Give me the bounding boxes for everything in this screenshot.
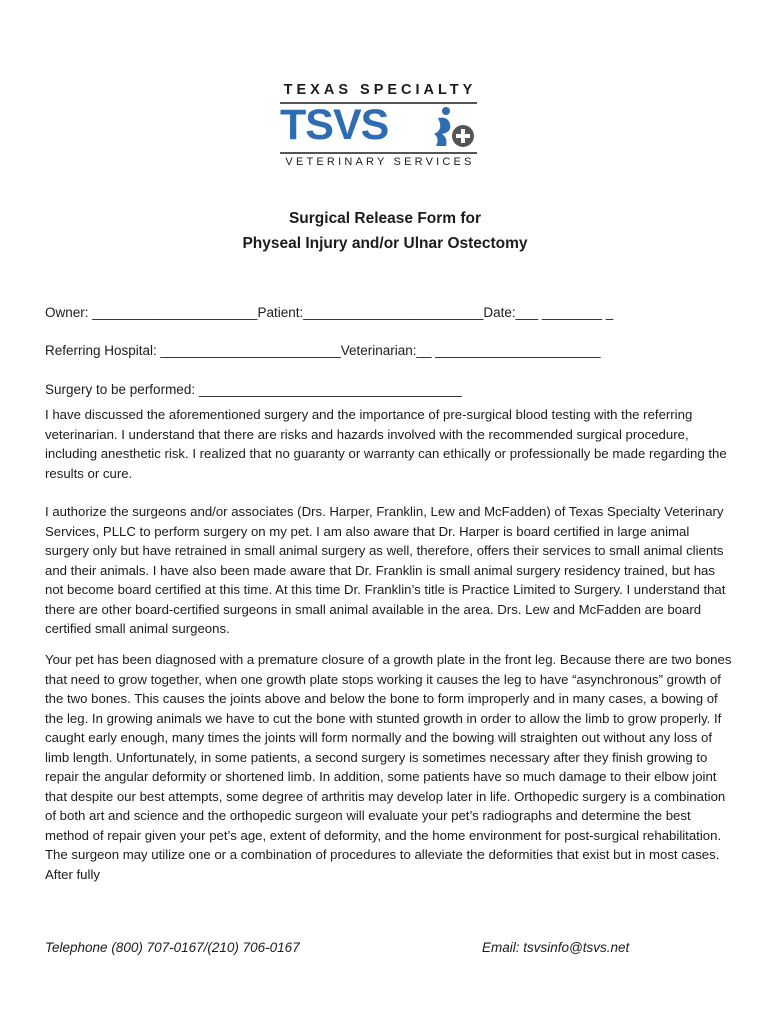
form-title-line2: Physeal Injury and/or Ulnar Ostectomy <box>242 235 528 252</box>
referring-veterinarian-row[interactable]: Referring Hospital: ________________________Veterinarian:__ ______________________ <box>45 343 601 358</box>
footer-email: Email: tsvsinfo@tsvs.net <box>482 940 630 955</box>
footer-phone: Telephone (800) 707-0167/(210) 706-0167 <box>45 940 300 955</box>
logo-bottom-text: VETERINARY SERVICES <box>285 156 475 168</box>
paragraph-diagnosis: Your pet has been diagnosed with a premature closure of a growth plate in the front leg. Because there are two bones that need to grow together, when one growth plate stops working it causes the leg to have “asynchronous” growth of the two bones. This causes the joints above and below the bone to form improperly and in many cases, a bowing of the leg. In growing animals we have to cut the bone with stunted growth in order to allow the limb to grow properly. If caught early enough, many times the joints will form normally and the bowing will straighten out without any loss of limb length. Unfortunately, in some patients, a second surgery is sometimes necessary after they finish growing to repair the angular deformity or shortened limb. In addition, some patients have so much damage to their elbow joint that despite our best attempts, some degree of arthritis may develop later in life. Orthopedic surgery is a combination of both art and science and the orthopedic surgeon will evaluate your pet’s radiographs and determine the best method of repair given your pet’s age, extent of deformity, and the home environment for post-surgical rehabilitation. The surgeon may utilize one or a combination of procedures to alleviate the deformities that exist but in most cases. After fully <box>45 652 732 882</box>
surgery-to-be-performed-row[interactable]: Surgery to be performed: ___________________________________ <box>45 382 462 397</box>
form-title-line1: Surgical Release Form for <box>288 210 482 227</box>
logo-top-text: TEXAS SPECIALTY <box>283 82 477 98</box>
paragraph-authorization: I authorize the surgeons and/or associates (Drs. Harper, Franklin, Lew and McFadden) of Texas Specialty Veterinary Services, PLLC to perform surgery on my pet. I am also aware that Dr. Harper is board certified in large animal surgery only but have retrained in small animal surgery as well, therefore, offers their services to small animal clients and their animals. I have also been made aware that Dr. Franklin is small animal surgery residency trained, but has not become board certified at this time. At this time Dr. Franklin’s title is Practice Limited to Surgery. I understand that there are other board-certified surgeons in small animal available in the area. Drs. Lew and McFadden are board certified small animal surgeons. <box>45 504 726 636</box>
paragraph-consent: I have discussed the aforementioned surgery and the importance of pre-surgical blood testing with the referring veterinarian. I understand that there are risks and hazards involved with the recommended surgical procedure, including anesthetic risk. I realized that no guaranty or warranty can ethically or professionally be made regarding the results or cure. <box>45 407 727 481</box>
logo-mark: TSVS <box>280 101 389 149</box>
company-logo <box>280 82 480 172</box>
owner-patient-date-row[interactable]: Owner: ______________________Patient:________________________Date:___ ________ _ <box>45 305 614 320</box>
pet-plus-icon <box>430 106 476 150</box>
logo-bottom-rule <box>280 152 477 154</box>
